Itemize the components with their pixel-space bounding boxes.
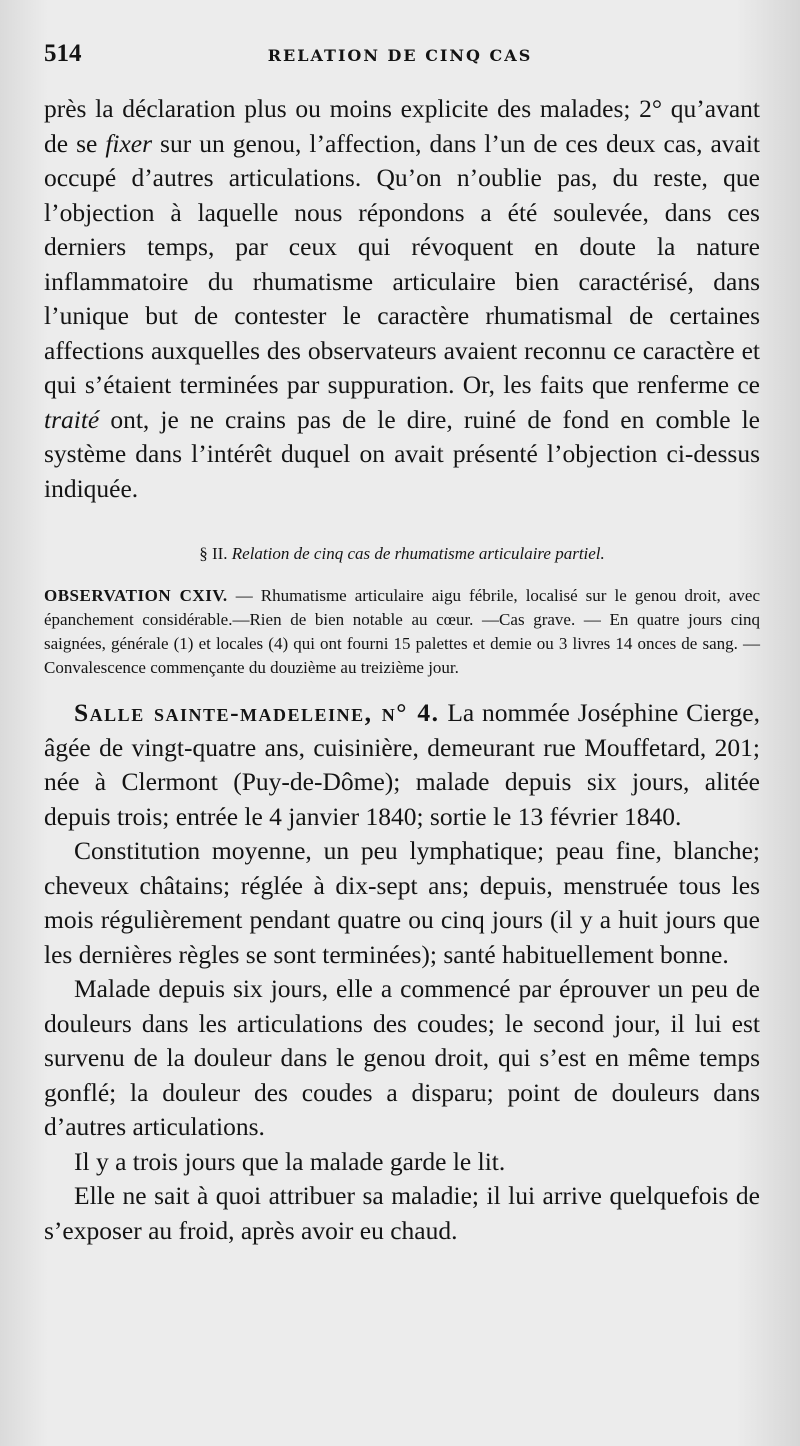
observation-summary <box>44 584 760 680</box>
word-fixer: fixer <box>105 128 153 158</box>
onset-paragraph: Malade depuis six jours, elle a commencé par éprouver un peu de douleurs dans les articulations des coudes; le second jour, il lui est survenu de la douleur dans le genou droit, qui s’est en même temps gonflé; la douleur des coudes a disparu; point de douleurs dans d’autres articulations. <box>44 974 760 1141</box>
opening-text-a: près la déclaration plus ou moins explicite des malades; 2° qu’avant de se <box>44 94 760 158</box>
opening-text-c: ont, je ne crains pas de le dire, ruiné de fond en comble le système dans l’intérêt duquel on avait présenté l’objection ci-dessus indiquée. <box>44 404 760 503</box>
page-number: 514 <box>44 40 82 67</box>
case-intro-paragraph <box>44 696 760 834</box>
case-intro-text: La nommée Joséphine Cierge, âgée de vingt-quatre ans, cuisinière, demeurant rue Mouffetard, 201; née à Clermont (Puy-de-Dôme); malade depuis six jours, alitée depuis trois; entrée le 4 janvier 1840; sortie le 13 février 1840. <box>44 698 760 831</box>
constitution-paragraph: Constitution moyenne, un peu lymphatique; peau fine, blanche; cheveux châtains; réglée à dix-sept ans; depuis, menstruée tous les mois régulièrement pendant quatre ou cinq jours (il y a huit jours que les dernières règles se sont terminées); santé habituellement bonne. <box>44 836 760 969</box>
section-title: Relation de cinq cas de rhumatisme articulaire partiel. <box>231 544 605 563</box>
word-traite: traité <box>44 404 100 434</box>
bedridden-paragraph: Il y a trois jours que la malade garde le lit. <box>74 1146 506 1176</box>
opening-text-b: sur un genou, l’affection, dans l’un de ces deux cas, avait occupé d’autres articulations. Qu’on n’oublie pas, du reste, que l’objection à laquelle nous répondons a été soulevée, dans ces derniers temps, par ceux qui révoquent en doute la nature inflammatoire du rhumatisme articulaire bien caractérisé, dans l’unique but de contester le caractère rhumatismal de certaines affections auxquelles des observateurs avaient reconnu ce caractère et qui s’étaient terminées par suppuration. Or, les faits que renferme ce <box>44 128 760 399</box>
section-number: § II. <box>199 544 228 563</box>
running-title: RELATION DE CINQ CAS <box>267 46 533 65</box>
cause-paragraph: Elle ne sait à quoi attribuer sa maladie; il lui arrive quelquefois de s’exposer au froid, après avoir eu chaud. <box>44 1181 760 1245</box>
observation-text: — Rhumatisme articulaire aigu fébrile, localisé sur le genou droit, avec épanchement considérable.—Rien de bien notable au cœur. —Cas grave. — En quatre jours cinq saignées, générale (1) et locales (4) qui ont fourni 15 palettes et demie ou 3 livres 14 onces de sang. — Convalescence commençante du douzième au treizième jour. <box>44 586 760 677</box>
ward-label: Salle sainte-madeleine, n° 4. <box>74 698 440 727</box>
section-heading <box>44 544 760 564</box>
opening-paragraph-block <box>44 92 760 506</box>
observation-label: OBSERVATION CXIV. <box>44 586 228 605</box>
case-report <box>44 696 760 1248</box>
opening-paragraph <box>44 92 760 506</box>
